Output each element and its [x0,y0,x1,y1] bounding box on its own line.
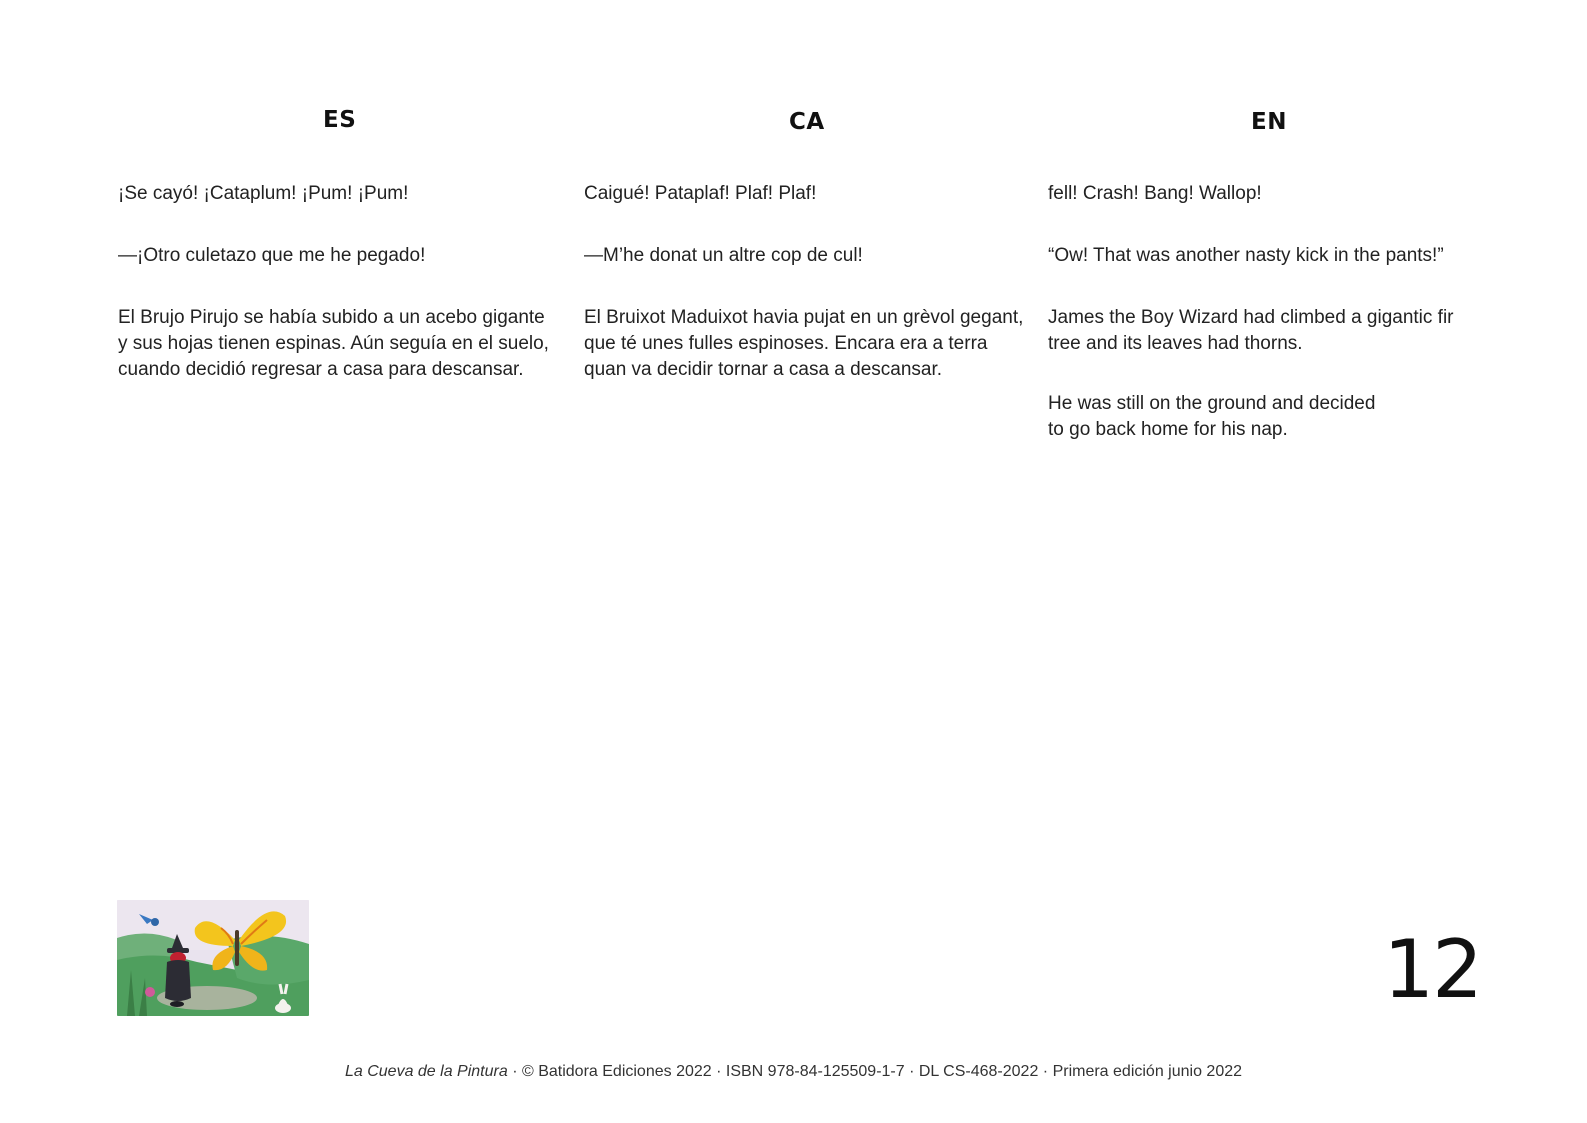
paragraph-en-2: “Ow! That was another nasty kick in the pants!” [1048,245,1444,266]
paragraph-ca-1: Caigué! Pataplaf! Plaf! Plaf! [584,183,817,204]
paragraph-ca-2: —M’he donat un altre cop de cul! [584,245,863,266]
paragraph-es-2: —¡Otro culetazo que me he pegado! [118,245,426,266]
paragraph-en-4: He was still on the ground and decided to go back home for his nap. [1048,393,1376,440]
heading-en: EN [1251,109,1287,135]
paragraph-ca-3: El Bruixot Maduixot havia pujat en un grèvol gegant, que té unes fulles espinoses. Encara era a terra quan va decidir tornar a casa a descansar. [584,307,1024,380]
page-number: 12 [1383,923,1481,1016]
storybook-illustration-icon [117,900,309,1016]
paragraph-en-3: James the Boy Wizard had climbed a gigantic fir tree and its leaves had thorns. [1048,307,1454,354]
heading-ca: CA [789,109,825,135]
colophon [0,1063,1587,1081]
paragraph-es-3: El Brujo Pirujo se había subido a un acebo gigante y sus hojas tienen espinas. Aún seguía en el suelo, cuando decidió regresar a casa para descansar. [118,307,549,380]
colophon-details: · © Batidora Ediciones 2022 · ISBN 978-84-125509-1-7 · DL CS-468-2022 · Primera edición junio 2022 [507,1063,1243,1080]
paragraph-es-1: ¡Se cayó! ¡Cataplum! ¡Pum! ¡Pum! [118,183,409,204]
paragraph-en-1: fell! Crash! Bang! Wallop! [1048,183,1262,204]
heading-es: ES [323,107,357,133]
book-title: La Cueva de la Pintura [344,1063,508,1080]
